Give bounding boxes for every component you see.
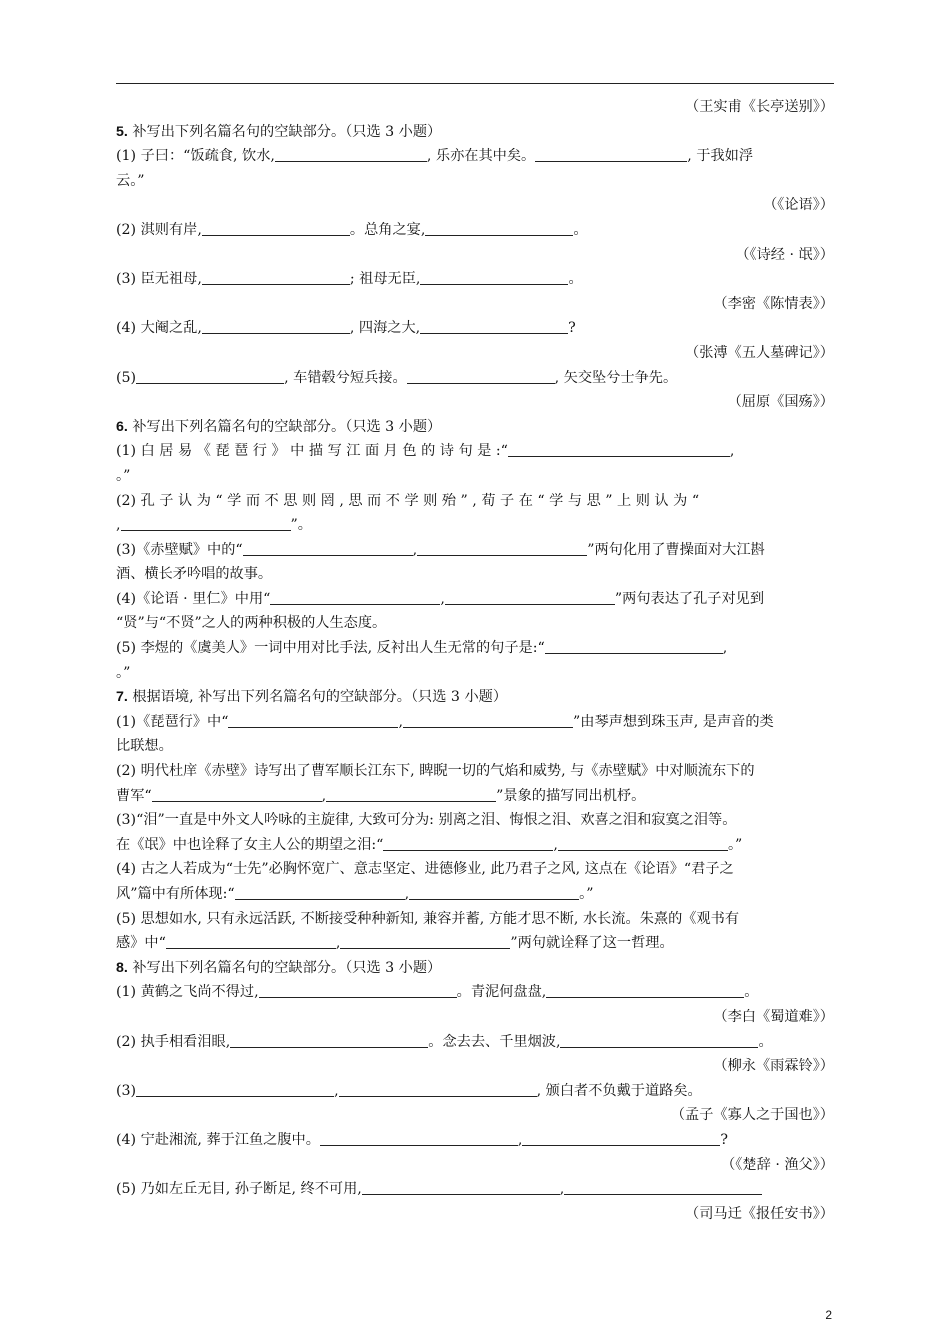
answer-blank[interactable] [545,638,723,654]
item-text: 感》中“ [116,935,166,952]
item-text: 。 [758,1033,773,1050]
q6-item-4-cont: “贤”与“不贤”之人的两种积极的人生态度。 [116,615,387,632]
answer-blank[interactable] [259,982,457,998]
answer-blank[interactable] [339,1081,537,1097]
question-instruction: 补写出下列名篇名句的空缺部分。（只选 3 小题） [127,959,442,976]
q6-item-3-cont: 酒、横长矛吟唱的故事。 [116,566,273,583]
answer-blank[interactable] [202,220,350,236]
q6-item-5 [116,636,834,661]
q8-item-3 [116,1079,834,1104]
question-5-header [116,120,834,145]
item-text: 在《氓》中也诠释了女主人公的期望之泪:“ [116,836,384,853]
answer-blank[interactable] [136,368,284,384]
q5-item-3 [116,267,834,292]
item-text: (3) 臣无祖母, [116,271,202,288]
page-number: 2 [825,1308,832,1322]
item-text: , [404,886,410,902]
item-text: , 于我如浮 [687,148,754,165]
q6-item-3 [116,538,834,563]
item-text: ”由琴声想到珠玉声, 是声音的类 [573,713,774,730]
q5-item-1 [116,144,834,169]
item-text: , [321,787,327,804]
q8-item-4 [116,1128,834,1153]
q6-item-1-cont [116,464,834,489]
q6-item-4 [116,587,834,612]
answer-blank[interactable] [420,269,568,285]
q8-item-2 [116,1030,834,1055]
item-text: 。总角之宴, [349,221,426,238]
item-text: , [398,713,403,730]
answer-blank[interactable] [383,835,553,851]
item-text: 。青泥何盘盘, [456,984,547,1001]
source-attribution: （柳永《雨霖铃》） [713,1058,834,1075]
answer-blank[interactable] [136,1081,334,1097]
source-attribution: （张溥《五人墓碑记》） [685,344,834,361]
answer-blank[interactable] [558,835,728,851]
header-rule [116,83,834,84]
item-text: (3) [116,1082,137,1099]
item-text: (4)《论语 · 里仁》中用“ [116,590,271,607]
item-text: , [116,517,121,534]
answer-blank[interactable] [270,589,440,605]
item-text: (1) 白 居 易 《 琵 琶 行 》 中 描 写 江 面 月 色 的 诗 句 是 :“ [116,443,508,460]
answer-blank[interactable] [564,1179,762,1195]
answer-blank[interactable] [417,540,587,556]
q7-item-5-cont [116,931,834,956]
answer-blank[interactable] [560,1032,758,1048]
answer-blank[interactable] [340,933,510,949]
item-text: ? [720,1131,729,1148]
item-text: (5) 李煜的《虞美人》一词中用对比手法, 反衬出人生无常的句子是:“ [116,640,545,657]
item-text: ”景象的描写同出机杼。 [496,787,646,804]
q8-item-5 [116,1177,834,1202]
q6-item-1 [116,439,834,464]
item-text: ; 祖母无臣, [349,271,421,288]
q5-item-4 [116,316,834,341]
answer-blank[interactable] [235,884,405,900]
answer-blank[interactable] [228,712,398,728]
item-text: , [559,1181,565,1198]
item-text: 。 [568,271,583,288]
item-text: (4) 大阉之乱, [116,320,202,337]
answer-blank[interactable] [546,982,744,998]
item-text: , [440,590,445,607]
q6-item-2-cont [116,513,834,538]
item-text: 。” [579,886,594,902]
answer-blank[interactable] [320,1130,518,1146]
answer-blank[interactable] [152,786,322,802]
q7-item-1-cont: 比联想。 [116,738,173,755]
answer-blank[interactable] [409,884,579,900]
q5-item-5 [116,366,834,391]
answer-blank[interactable] [508,441,730,457]
source-attribution: （李白《蜀道难》） [713,1008,834,1025]
question-number: 5. [116,123,128,140]
q8-item-1 [116,980,834,1005]
item-text: (1) 黄鹤之飞尚不得过, [116,984,259,1001]
question-8-header [116,956,834,981]
question-number: 6. [116,418,128,435]
source-attribution: （《论语》） [763,197,834,214]
item-text: , [729,443,735,460]
item-text: (5) 乃如左丘无目, 孙子断足, 终不可用, [116,1181,362,1198]
item-text: ”两句化用了曹操面对大江斟 [587,541,765,558]
item-text: , [334,1082,339,1099]
q7-item-3-cont [116,833,834,858]
q6-item-2 [116,489,834,514]
item-text: (1)《琵琶行》中“ [116,713,229,730]
source-attribution: （王实甫《长亭送别》） [685,99,834,115]
q5-item-1-cont: 云。” [116,172,145,189]
item-text: ”两句表达了孔子对见到 [614,590,765,607]
item-text: (2) 孔 子 认 为 “ 学 而 不 思 则 罔 , 思 而 不 学 则 殆 ” , 荀 子 在 “ 学 与 思 ” 上 则 认 为 “ [116,492,700,509]
answer-blank[interactable] [535,146,687,162]
answer-blank[interactable] [275,146,427,162]
item-text: , [412,541,418,558]
q7-item-5: (5) 思想如水, 只有永远活跃, 不断接受种种新知, 兼容并蓄, 方能才思不断, 水长流。朱熹的《观书有 [116,910,740,927]
item-text: 。 [744,984,759,1001]
page-content [116,95,834,1226]
item-text: ? [568,320,576,337]
item-text: , 颁白者不负戴于道路矣。 [536,1082,702,1099]
item-text: 曹军“ [116,787,152,804]
item-text: (4) 宁赴湘流, 葬于江鱼之腹中。 [116,1131,320,1148]
source-attribution: （司马迁《报任安书》） [685,1205,834,1222]
answer-blank[interactable] [326,786,496,802]
q6-item-5-cont: 。” [116,664,131,681]
answer-blank[interactable] [445,589,615,605]
question-6-header [116,415,834,440]
item-text: (1) 子曰：“饭疏食, 饮水, [116,148,275,165]
question-number: 7. [116,689,128,706]
item-text: 。” [727,836,743,853]
answer-blank[interactable] [121,515,291,531]
item-text: (2) 淇则有岸, [116,221,202,238]
question-instruction: 补写出下列名篇名句的空缺部分。（只选 3 小题） [127,123,442,140]
question-instruction: 根据语境, 补写出下列名篇名句的空缺部分。（只选 3 小题） [127,689,508,706]
answer-blank[interactable] [403,712,573,728]
q7-item-4-cont [116,882,834,907]
answer-blank[interactable] [522,1130,720,1146]
answer-blank[interactable] [425,220,573,236]
answer-blank[interactable] [230,1032,428,1048]
answer-blank[interactable] [407,368,555,384]
item-text: ”两句就诠释了这一哲理。 [510,935,674,952]
answer-blank[interactable] [420,318,568,334]
item-text: (2) 执手相看泪眼, [116,1033,231,1050]
item-text: , [553,836,558,853]
item-text: , 车错毂兮短兵接。 [284,369,407,386]
item-text: 风”篇中有所体现:“ [116,886,235,902]
question-number: 8. [116,959,128,976]
q7-item-1 [116,710,834,735]
q7-item-2-cont [116,784,834,809]
item-text: ”。 [290,517,312,534]
question-7-header [116,685,834,710]
q7-item-2: (2) 明代杜庠《赤壁》诗写出了曹军顺长江东下, 睥睨一切的气焰和威势, 与《赤壁赋》中对顺流东下的 [116,763,755,780]
item-text: 。” [116,467,131,484]
item-text: (3)《赤壁赋》中的“ [116,541,243,558]
item-text: , 乐亦在其中矣。 [426,148,536,165]
answer-blank[interactable] [202,318,350,334]
item-text: , [517,1131,523,1148]
q7-item-3: (3)“泪”一直是中外文人吟咏的主旋律, 大致可分为: 别离之泪、悔恨之泪、欢喜之泪和寂寞之泪等。 [116,812,737,829]
item-text: 。 [573,221,588,238]
answer-blank[interactable] [243,540,413,556]
answer-blank[interactable] [362,1179,560,1195]
item-text: (5) [116,369,137,386]
source-attribution: （《楚辞 · 渔父》） [721,1156,834,1173]
item-text: , 矢交坠兮士争先。 [554,369,678,386]
question-instruction: 补写出下列名篇名句的空缺部分。（只选 3 小题） [127,418,442,435]
source-attribution: （《诗经 · 氓》） [735,246,834,263]
item-text: , [335,935,341,952]
item-text: , 四海之大, [349,320,421,337]
answer-blank[interactable] [202,269,350,285]
answer-blank[interactable] [166,933,336,949]
q5-item-2 [116,218,834,243]
item-text: 。念去去、千里烟波, [428,1033,561,1050]
source-attribution: （屈原《国殇》） [727,394,834,411]
source-attribution: （李密《陈情表》） [713,295,834,312]
source-attribution: （孟子《寡人之于国也》） [670,1107,834,1124]
item-text: , [722,640,728,657]
q7-item-4: (4) 古之人若成为“士先”必胸怀宽广、意志坚定、进德修业, 此乃君子之风, 这点在《论语》“君子之 [116,861,734,878]
